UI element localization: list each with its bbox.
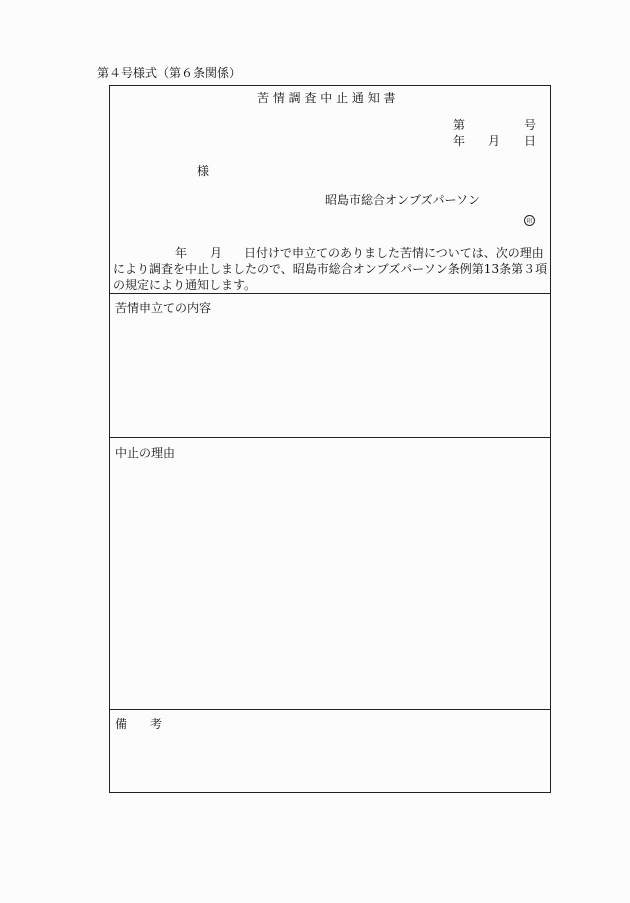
divider-reason (109, 709, 551, 710)
complaint-content-heading: 苦情申立ての内容 (115, 301, 212, 315)
notice-form-frame (109, 85, 551, 793)
date-year-label: 年 (453, 134, 466, 148)
divider-content (109, 437, 551, 438)
number-suffix: 号 (524, 118, 537, 132)
date-day-label: 日 (524, 134, 537, 148)
date-month-label: 月 (488, 134, 501, 148)
sender-name: 昭島市総合オンブズパーソン (325, 193, 481, 207)
reason-heading: 中止の理由 (115, 446, 176, 460)
form-label: 第４号様式（第６条関係） (97, 66, 242, 80)
form-title: 苦 情 調 査 中 止 通 知 書 (257, 91, 396, 105)
remarks-heading-part1: 備 (115, 717, 128, 731)
recipient-suffix: 様 (197, 164, 210, 178)
divider-header (109, 293, 551, 294)
number-prefix: 第 (453, 118, 466, 132)
notice-body-text: 日付けで申立てのありました苦情については、次の理由により調査を中止しましたので、昭島市総合オンブズパーソン条例第13条第３項の規定により通知します。 (113, 246, 548, 292)
remarks-heading-part2: 考 (150, 717, 163, 731)
body-month-label: 月 (210, 246, 223, 260)
body-year-label: 年 (175, 246, 188, 260)
seal-mark-icon: 印 (524, 215, 535, 226)
